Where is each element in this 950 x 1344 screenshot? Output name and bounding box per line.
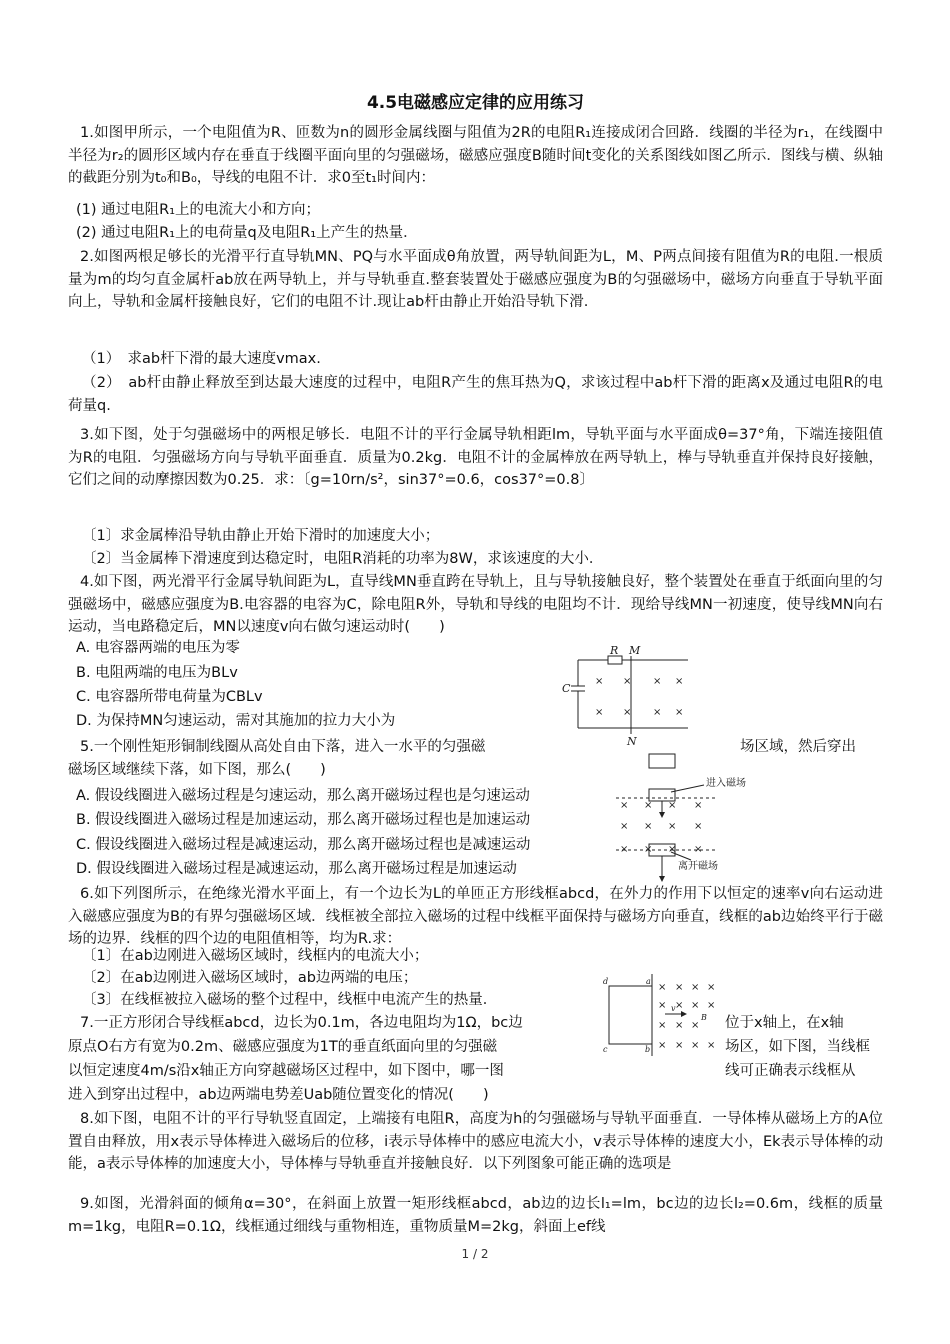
fig4-label-r: R: [610, 644, 619, 657]
svg-text:×: ×: [658, 1000, 667, 1011]
question-1-sub-1: (1) 通过电阻R₁上的电流大小和方向；: [76, 202, 321, 218]
question-6-sub-1: 〔1〕在ab边刚进入磁场区域时，线框内的电流大小；: [82, 948, 429, 964]
svg-text:×: ×: [658, 1040, 667, 1051]
svg-text:×: ×: [691, 1000, 700, 1011]
fig5-label-leave: 离开磁场: [678, 861, 718, 872]
svg-text:×: ×: [675, 982, 684, 993]
question-3-sub-1: 〔1〕求金属棒沿导轨由静止开始下滑时的加速度大小；: [82, 528, 440, 544]
svg-text:×: ×: [675, 1020, 684, 1031]
fig6-label-c: c: [603, 1045, 608, 1054]
fig6-label-a: a: [646, 977, 651, 986]
svg-text:×: ×: [707, 982, 716, 993]
question-6-frame-figure: [603, 968, 733, 1058]
fig6-label-d: d: [603, 977, 609, 986]
question-6-text: 6.如下列图所示，在绝缘光滑水平面上，有一个边长为L的单匝正方形线框abcd，在外力的作用下以恒定的速率v向右运动进入磁感应强度为B的有界匀强磁场区域．线框被全部拉入磁场的过程中线框平面保持与磁场方向垂直，线框的ab边始终平行于磁场的边界．线框的四个边的电阻值相等，均为R.求：: [68, 886, 883, 948]
question-5-option-c: C. 假设线圈进入磁场过程是减速运动，那么离开磁场过程也是减速运动: [76, 837, 531, 853]
question-7-line-2a: 原点O右方有宽为0.2m、磁感应强度为1T的垂直纸面向里的匀强磁: [68, 1039, 498, 1055]
question-4-option-c: C. 电容器所带电荷量为CBLv: [76, 689, 263, 705]
fig4-label-c: C: [562, 682, 571, 695]
svg-text:×: ×: [623, 676, 632, 687]
fig5-label-enter: 进入磁场: [706, 778, 746, 789]
question-3-sub-2: 〔2〕当金属棒下滑速度到达稳定时，电阻R消耗的功率为8W，求该速度的大小．: [82, 551, 604, 567]
svg-text:×: ×: [620, 844, 629, 855]
svg-text:×: ×: [668, 844, 677, 855]
question-9-text: 9.如图，光滑斜面的倾角α=30°，在斜面上放置一矩形线框abcd，ab边的边长l₁=lm，bc边的边长l₂=0.6m，线框的质量m=1kg，电阻R=0.1Ω，线框通过细线与重物相连，重物质量M=2kg，斜面上ef线: [68, 1196, 883, 1235]
question-1-sub-2: (2) 通过电阻R₁上的电荷量q及电阻R₁上产生的热量．: [76, 225, 418, 241]
svg-text:×: ×: [707, 1000, 716, 1011]
question-4-text: 4.如下图，两光滑平行金属导轨间距为L，直导线MN垂直跨在导轨上，且与导轨接触良好，整个装置处在垂直于纸面向里的匀强磁场中，磁感应强度为B.电容器的电容为C，除电阻R外，导轨和导线的电阻均不计．现给导线MN一初速度，使导线MN向右运动，当电路稳定后，MN以速度v向右做匀速运动时( ): [68, 574, 883, 636]
svg-text:×: ×: [668, 821, 677, 832]
svg-text:×: ×: [620, 800, 629, 811]
svg-text:×: ×: [707, 1040, 716, 1051]
question-4-option-d: D. 为保持MN匀速运动，需对其施加的拉力大小为: [76, 713, 396, 729]
svg-text:×: ×: [653, 707, 662, 718]
question-5-line-2: 磁场区域继续下落，如下图，那么( ): [68, 762, 326, 778]
fig6-label-b-field: B: [701, 1013, 707, 1022]
question-8-text: 8.如下图，电阻不计的平行导轨竖直固定，上端接有电阻R，高度为h的匀强磁场与导轨平面垂直．一导体棒从磁场上方的A位置自由释放，用x表示导体棒进入磁场后的位移，i表示导体棒中的感应电流大小，v表示导体棒的速度大小，Ek表示导体棒的动能，a表示导体棒的加速度大小，导体棒与导轨垂直并接触良好．以下列图象可能正确的选项是: [68, 1111, 883, 1173]
question-5-line-1b: 场区域，然后穿出: [740, 739, 856, 755]
question-5-line-1a: 5.一个刚性矩形铜制线圈从高处自由下落，进入一水平的匀强磁: [80, 739, 486, 755]
question-7-line-3b: 线可正确表示线框从: [725, 1063, 856, 1079]
svg-text:×: ×: [691, 1020, 700, 1031]
svg-text:×: ×: [595, 707, 604, 718]
svg-text:×: ×: [644, 844, 653, 855]
question-4-option-a: A. 电容器两端的电压为零: [76, 640, 240, 656]
page-title: 4.5电磁感应定律的应用练习: [366, 93, 585, 113]
svg-text:×: ×: [694, 821, 703, 832]
question-5-option-a: A. 假设线圈进入磁场过程是匀速运动，那么离开磁场过程也是匀速运动: [76, 788, 530, 804]
question-7-line-2b: 场区，如下图，当线框: [725, 1039, 870, 1055]
fig6-label-b: b: [645, 1045, 651, 1054]
svg-text:×: ×: [620, 821, 629, 832]
svg-text:×: ×: [658, 982, 667, 993]
svg-text:×: ×: [595, 676, 604, 687]
question-5-coil-figure: [616, 752, 756, 882]
svg-text:×: ×: [675, 1000, 684, 1011]
question-4-option-b: B. 电阻两端的电压为BLv: [76, 665, 238, 681]
svg-text:×: ×: [644, 800, 653, 811]
svg-text:×: ×: [668, 800, 677, 811]
question-5-option-d: D. 假设线圈进入磁场过程是减速运动，那么离开磁场过程是加速运动: [76, 861, 517, 877]
svg-text:×: ×: [691, 1040, 700, 1051]
question-7-line-4: 进入到穿出过程中，ab边两端电势差Uab随位置变化的情况( ): [68, 1087, 489, 1103]
svg-text:×: ×: [694, 800, 703, 811]
question-2-sub-2: （2） ab杆由静止释放至到达最大速度的过程中，电阻R产生的焦耳热为Q，求该过程中ab杆下滑的距离x及通过电阻R的电荷量q.: [68, 375, 883, 414]
svg-text:×: ×: [675, 676, 684, 687]
fig4-label-m: M: [629, 644, 641, 657]
svg-text:×: ×: [623, 707, 632, 718]
question-6-sub-2: 〔2〕在ab边刚进入磁场区域时，ab边两端的电压；: [82, 970, 418, 986]
svg-text:×: ×: [691, 982, 700, 993]
question-2-sub-1: （1） 求ab杆下滑的最大速度vmax.: [82, 351, 321, 367]
svg-text:×: ×: [675, 707, 684, 718]
svg-text:×: ×: [653, 676, 662, 687]
question-7-line-3a: 以恒定速度4m/s沿x轴正方向穿越磁场区过程中，如下图中，哪一图: [68, 1063, 504, 1079]
svg-text:×: ×: [644, 821, 653, 832]
page-footer: 1 / 2: [461, 1247, 489, 1261]
question-4-circuit-figure: [562, 644, 693, 748]
question-6-sub-3: 〔3〕在线框被拉入磁场的整个过程中，线框中电流产生的热量．: [82, 992, 498, 1008]
svg-text:×: ×: [675, 1040, 684, 1051]
question-1-text: 1.如图甲所示，一个电阻值为R、匝数为n的圆形金属线圈与阻值为2R的电阻R₁连接成闭合回路．线圈的半径为r₁，在线圈中半径为r₂的圆形区域内存在垂直于线圈平面向里的匀强磁场，磁感应强度B随时间t变化的关系图线如图乙所示．图线与横、纵轴的截距分别为t₀和B₀，导线的电阻不计．求0至t₁时间内：: [68, 125, 883, 187]
fig4-label-n: N: [627, 735, 637, 748]
question-7-line-1a: 7.一正方形闭合导线框abcd，边长为0.1m，各边电阻均为1Ω，bc边: [80, 1015, 523, 1031]
question-3-text: 3.如下图，处于匀强磁场中的两根足够长．电阻不计的平行金属导轨相距lm，导轨平面与水平面成θ=37°角，下端连接阻值为R的电阻．匀强磁场方向与导轨平面垂直．质量为0.2kg．电阻不计的金属棒放在两导轨上，棒与导轨垂直并保持良好接触，它们之间的动摩擦因数为0.25．求：〔g=10rn/s²，sin37°=0.6，cos37°=0.8〕: [68, 427, 883, 489]
fig6-label-v: v: [671, 1004, 676, 1013]
question-2-text: 2.如图两根足够长的光滑平行直导轨MN、PQ与水平面成θ角放置，两导轨间距为L，M、P两点间接有阻值为R的电阻.一根质量为m的均匀直金属杆ab放在两导轨上，并与导轨垂直.整套装置处于磁感应强度为B的匀强磁场中，磁场方向垂直于导轨平面向上，导轨和金属杆接触良好，它们的电阻不计.现让ab杆由静止开始沿导轨下滑.: [68, 249, 883, 311]
question-7-line-1b: 位于x轴上，在x轴: [725, 1015, 844, 1031]
question-5-option-b: B. 假设线圈进入磁场过程是加速运动，那么离开磁场过程也是加速运动: [76, 812, 531, 828]
svg-text:×: ×: [694, 844, 703, 855]
svg-text:×: ×: [658, 1020, 667, 1031]
